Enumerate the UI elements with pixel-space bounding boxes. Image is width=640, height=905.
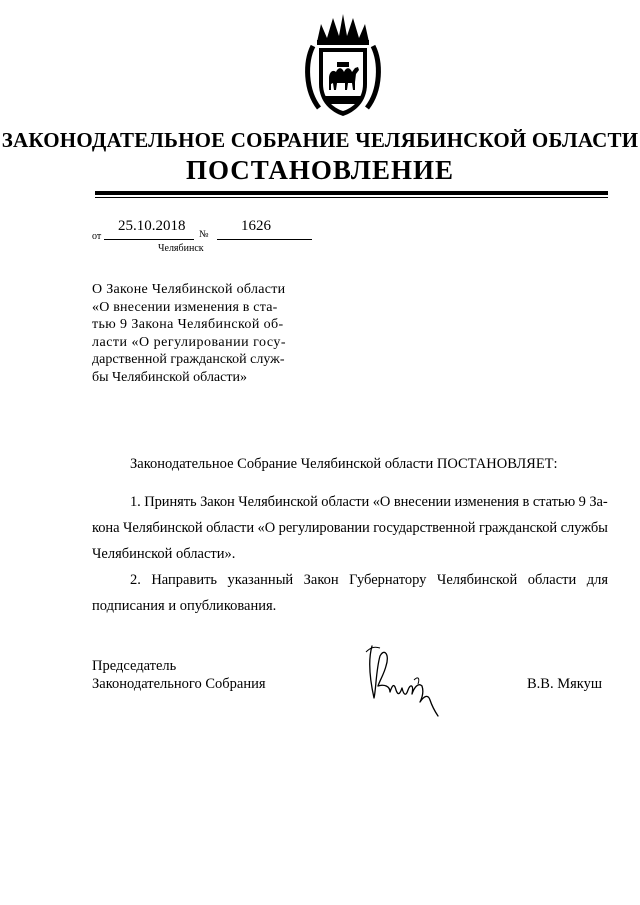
chelyabinsk-coat-of-arms-icon bbox=[303, 12, 383, 122]
document-number: 1626 bbox=[241, 218, 271, 234]
item2-line1 bbox=[130, 572, 608, 589]
city-label: Челябинск bbox=[158, 243, 204, 254]
subject-line: дарственной гражданской служ- bbox=[92, 352, 285, 368]
item1-line3: Челябинской области». bbox=[92, 546, 236, 562]
subject-line: тью 9 Закона Челябинской об- bbox=[92, 317, 284, 333]
subject-line: бы Челябинской области» bbox=[92, 369, 247, 385]
subject-line: «О внесении изменения в ста- bbox=[92, 299, 278, 315]
item2-word: для bbox=[586, 572, 608, 588]
organization-title: ЗАКОНОДАТЕЛЬНОЕ СОБРАНИЕ ЧЕЛЯБИНСКОЙ ОБЛАСТИ bbox=[1, 128, 639, 152]
document-subject bbox=[92, 281, 292, 387]
header-rule-thick bbox=[95, 191, 608, 195]
preamble-text: Законодательное Собрание Челябинской области ПОСТАНОВЛЯЕТ: bbox=[130, 456, 558, 472]
signatory-name: В.В. Мякуш bbox=[527, 676, 603, 692]
document-type-title: ПОСТАНОВЛЕНИЕ bbox=[185, 155, 455, 185]
number-underline bbox=[217, 239, 312, 240]
subject-line: ласти «О регулировании госу- bbox=[92, 334, 287, 350]
item2-line2: подписания и опубликования. bbox=[92, 598, 277, 614]
header-rule-thin bbox=[95, 197, 608, 198]
number-prefix: № bbox=[199, 229, 209, 240]
item2-word: 2. bbox=[130, 572, 141, 588]
date-underline bbox=[104, 239, 194, 240]
item2-word: Направить bbox=[151, 572, 218, 588]
item2-word: области bbox=[527, 572, 577, 588]
document-date: 25.10.2018 bbox=[118, 218, 186, 234]
item2-word: Губернатору bbox=[349, 572, 427, 588]
signatory-title-line2: Законодательного Собрания bbox=[92, 676, 266, 692]
item2-word: Закон bbox=[303, 572, 339, 588]
date-prefix: от bbox=[92, 231, 102, 242]
item1-line1: 1. Принять Закон Челябинской области «О внесении изменения в статью 9 За- bbox=[130, 494, 608, 510]
signatory-title-line1: Председатель bbox=[92, 658, 177, 674]
handwritten-signature-icon bbox=[360, 640, 460, 720]
item2-word: Челябинской bbox=[436, 572, 518, 588]
item1-line2: кона Челябинской области «О регулировании государственной гражданской службы bbox=[92, 520, 608, 536]
item2-word: указанный bbox=[227, 572, 294, 588]
subject-line: О Законе Челябинской области bbox=[92, 282, 286, 297]
